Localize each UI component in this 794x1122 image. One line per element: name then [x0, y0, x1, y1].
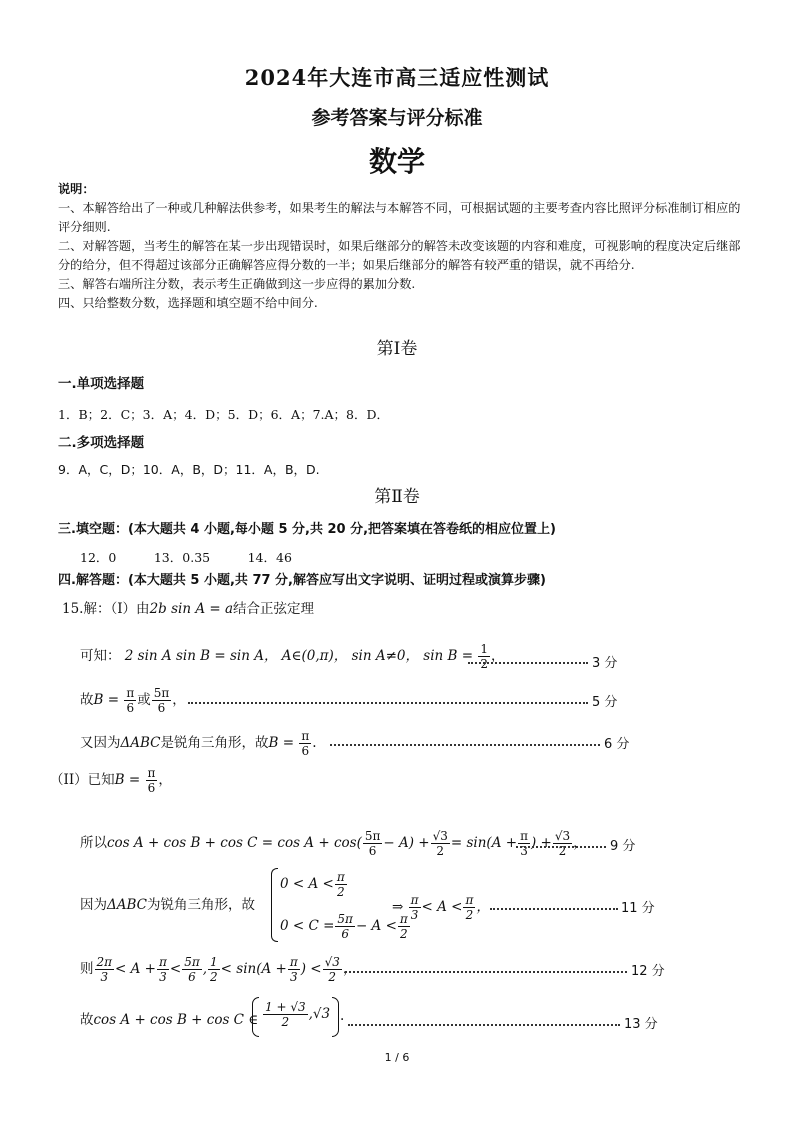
instruction-item: 二、对解答题，当考生的解答在某一步出现错误时，如果后继部分的解答未改变该题的内容和难度，可视影响的程度决定后继部分的给分，但不得超过该部分正确解答应得分数的一半；如果后继部分的解答有较严重的错误，就不再给分. — [58, 239, 741, 272]
solution-line-8: 故cos A + cos B + cos C ∈ — [80, 1012, 259, 1028]
leader-dots — [348, 1024, 620, 1026]
document-title: 2024年大连市高三适应性测试 — [244, 65, 550, 90]
leader-dots — [345, 971, 627, 973]
volume-1-heading: 第Ⅰ卷 — [376, 339, 418, 359]
leader-dots — [516, 846, 606, 848]
close-parenthesis — [332, 997, 339, 1037]
solution-line-5: 所以cos A + cos B + cos C = cos A + cos( $\frac{5\pi}{6}$ − A) + $\frac{√3}{2}$ = sin(A + $\frac{\pi}{3}$ ) + $\frac{√3}{2}$ ， — [80, 829, 587, 858]
inequality-row-1: 0 < A < $\frac{\pi}{2}$ — [280, 870, 345, 899]
interval-values: $\frac{1 + √3}{2}$ ,√3 — [265, 1000, 331, 1029]
score-mark: 3 分 — [592, 656, 618, 671]
solution-line-2: 故B = $\frac{\pi}{6}$ 或 $\frac{5\pi}{6}$ ， — [80, 686, 186, 715]
leader-dots — [490, 908, 618, 910]
score-mark: 11 分 — [621, 901, 655, 916]
section-2-answers: 9．A，C，D；10．A，B，D；11．A，B，D. — [58, 462, 320, 477]
open-parenthesis — [252, 997, 259, 1037]
score-mark: 9 分 — [610, 839, 636, 854]
leader-dots — [330, 744, 600, 746]
solution-line-1: 可知： 2 sin A sin B = sin A， A∈(0,π)， sin A≠0， sin B = $\frac{1}{2}$ ， — [80, 642, 505, 671]
instructions — [58, 180, 748, 313]
leader-dots — [468, 662, 588, 664]
section-4-title: 四.解答题：(本大题共 5 小题,共 77 分,解答应写出文字说明、证明过程或演算步骤) — [58, 573, 546, 588]
document-subtitle: 参考答案与评分标准 — [311, 107, 483, 129]
inequality-row-2: 0 < C = $\frac{5\pi}{6}$ − A < $\frac{\pi}{2}$ — [280, 912, 408, 941]
score-mark: 5 分 — [592, 695, 618, 710]
solution-line-7: 则 $\frac{2\pi}{3}$ < A + $\frac{\pi}{3}$ < $\frac{5\pi}{6}$ , $\frac{1}{2}$ < sin(A + $\frac{\pi}{3}$ ) < $\frac{√3}{2}$ ， — [80, 955, 357, 984]
subject-title: 数学 — [368, 145, 425, 178]
solution-line-3: 又因为ΔABC是锐角三角形，故B = $\frac{\pi}{6}$ . — [80, 729, 317, 758]
instructions-heading: 说明： — [58, 182, 95, 196]
page-number: 1 / 6 — [384, 1051, 410, 1064]
section-1-answers: 1．B；2．C；3．A；4．D；5．D；6．A；7.A；8．D． — [58, 407, 389, 422]
solution-line-4: （II）已知B = $\frac{\pi}{6}$ ， — [50, 766, 172, 795]
instruction-item: 三、解答右端所注分数，表示考生正确做到这一步应得的累加分数. — [58, 277, 416, 291]
score-mark: 13 分 — [624, 1017, 658, 1032]
instruction-item: 四、只给整数分数，选择题和填空题不给中间分. — [58, 296, 318, 310]
section-1-title: 一.单项选择题 — [58, 376, 145, 392]
section-2-title: 二.多项选择题 — [58, 435, 145, 451]
inequality-result: ⇒ $\frac{\pi}{3}$ < A < $\frac{\pi}{2}$ ， — [392, 893, 490, 922]
solution-intro: 15.解：（I）由2b sin A = a结合正弦定理 — [62, 601, 315, 617]
section-3-answers: 12．0 13．0.35 14．46 — [80, 550, 292, 565]
section-3-title: 三.填空题：(本大题共 4 小题,每小题 5 分,共 20 分,把答案填在答卷纸的相应位置上) — [58, 522, 556, 537]
volume-2-heading: 第Ⅱ卷 — [374, 487, 420, 507]
period: . — [340, 1008, 345, 1024]
brace-symbol — [271, 868, 278, 942]
score-mark: 6 分 — [604, 737, 630, 752]
solution-line-6-label: 因为ΔABC为锐角三角形，故 — [80, 897, 255, 913]
instruction-item: 一、本解答给出了一种或几种解法供参考，如果考生的解法与本解答不同，可根据试题的主要考查内容比照评分标准制订相应的评分细则. — [58, 201, 741, 234]
leader-dots — [188, 702, 588, 704]
score-mark: 12 分 — [631, 964, 665, 979]
